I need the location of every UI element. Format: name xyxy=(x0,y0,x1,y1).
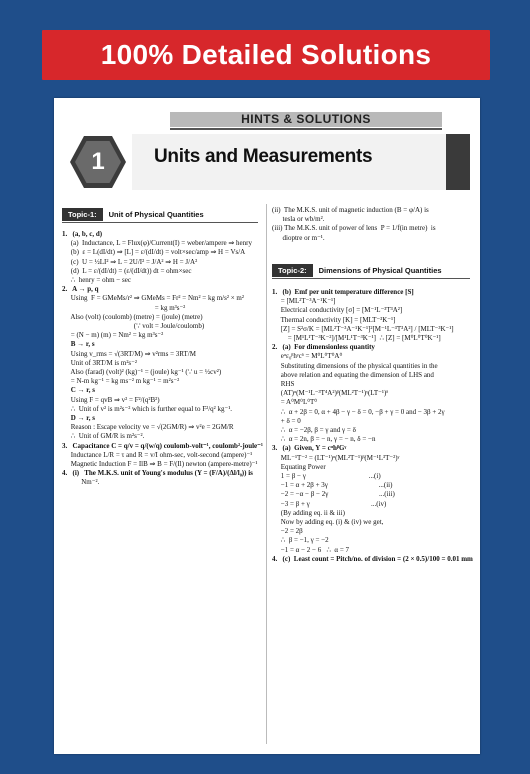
left-column-line: = N-m kg⁻¹ = kg ms⁻² m kg⁻¹ = m²s⁻² xyxy=(62,377,180,386)
left-column-line: (∵ volt = Joule/coulomb) xyxy=(62,322,205,331)
top-band xyxy=(0,0,530,26)
left-column-line: (a) Inductance, L = Flux(φ)/Current(I) = weber/ampere ⇒ henry xyxy=(62,239,252,248)
section-title: HINTS & SOLUTIONS xyxy=(241,112,371,126)
right-column-line: 4. (c) Least count = Pitch/no. of division = (2 × 0.5)/100 = 0.01 mm xyxy=(272,554,473,563)
right-column-line: above relation and equating the dimension of LHS and xyxy=(272,370,434,379)
column-divider xyxy=(266,204,267,744)
left-column-line: Also (volt) (coulomb) (metre) = (joule) (metre) xyxy=(62,312,203,321)
right-column-line: Substituting dimensions of the physical quantities in the xyxy=(272,361,438,370)
left-column-line: ∴ Unit of GM/R is m²s⁻². xyxy=(62,432,145,441)
left-column-line: 4. (i) The M.K.S. unit of Young's modulus (Y = (F/A)/(Δl/l₀)) is xyxy=(62,469,253,478)
right-column-line: ∴ α = 2n, β = − n, γ = − n, δ = −n xyxy=(272,435,376,444)
right-column-top-line: (iii) The M.K.S. unit of power of lens P = 1/f(in metre) is xyxy=(272,224,436,233)
right-column-line: RHS xyxy=(272,380,295,389)
topic-1-label: Topic-1: xyxy=(62,208,103,221)
right-column-line: Thermal conductivity [K] = [MLT⁻³K⁻¹] xyxy=(272,315,396,324)
left-column-line: Inductance L/R = τ and R = v/I ohm-sec, volt-second (ampere)⁻¹ xyxy=(62,450,253,459)
left-column-line: B → r, s xyxy=(62,340,95,349)
right-column-line: −1 = α + 2β + 3γ ...(ii) xyxy=(272,481,393,490)
right-column-line: −2 = −α − β − 2γ ...(iii) xyxy=(272,490,395,499)
right-column-line: (By adding eq. ii & iii) xyxy=(272,508,345,517)
topic-2-underline xyxy=(272,278,470,279)
left-column-line: Using v_rms = √(3RT/M) ⇒ v²rms = 3RT/M xyxy=(62,349,196,358)
right-column-line: ML⁻¹T⁻² = (LT⁻¹)ᵅ(ML²T⁻¹)ᵝ(M⁻¹L³T⁻²)ᵞ xyxy=(272,453,400,462)
right-column-line: 3. (a) Given, Y = cᵅhᵝGᵞ xyxy=(272,444,347,453)
right-column-line: Equating Power xyxy=(272,462,326,471)
left-column-line: = (N − m) (m) = Nm² = kg m³s⁻² xyxy=(62,331,164,340)
right-column-line: [Z] = S²σ/K = [ML²T⁻³A⁻¹K⁻¹]²[M⁻¹L⁻³T³A²] / [MLT⁻³K⁻¹] xyxy=(272,324,454,333)
right-column-line: (AT)ᵅ(M⁻¹L⁻³T⁴A²)ᵝ(ML²T⁻¹)ᵞ(LT⁻¹)ᵟ xyxy=(272,389,389,398)
topic-1-heading xyxy=(62,208,204,221)
right-column-line: + δ = 0 xyxy=(272,416,301,425)
right-column-top xyxy=(272,206,476,243)
right-column-top-line: dioptre or m⁻¹. xyxy=(272,233,325,242)
left-column-line: C → r, s xyxy=(62,386,95,395)
right-column-line: ∴ β = −1, γ = −2 xyxy=(272,536,329,545)
right-column-line: −2 = 2β xyxy=(272,527,303,536)
left-column-line: (b) ε = L(dI/dt) ⇒ [L] = ε/(dI/dt) = volt×sec/amp ⇒ H = Vs/A xyxy=(62,248,246,257)
right-column-line: ∴ α = −2β, β = γ and γ = δ xyxy=(272,426,356,435)
right-column-line: 2. (a) For dimensionless quantity xyxy=(272,343,375,352)
left-column-line: D → r, s xyxy=(62,414,95,423)
right-column-line: 1 = β − γ ...(i) xyxy=(272,472,381,481)
left-column-line: Using F = GMeMs/r² ⇒ GMeMs = Fr² = Nm² = kg m/s² × m² xyxy=(62,294,244,303)
right-column-line: ∴ α + 2β = 0, α + 4β − γ − δ = 0, −β + γ = 0 and − 3β + 2γ xyxy=(272,407,445,416)
section-header xyxy=(170,112,442,127)
right-column-top-line: tesla or wb/m². xyxy=(272,215,325,224)
topic-1-underline xyxy=(62,222,258,223)
section-underline xyxy=(170,128,442,130)
left-column-line: (d) L = ε/(dI/dt) = (ε/(dI/dt)) dt = ohm×sec xyxy=(62,266,192,275)
right-column-line: −3 = β + γ ...(iv) xyxy=(272,499,387,508)
left-column-line: ∴ henry = ohm − sec xyxy=(62,276,131,285)
left-column xyxy=(62,230,264,488)
left-column-line: ∴ Unit of v² is m²s⁻² which is further equal to F²/q² kg⁻¹. xyxy=(62,404,233,413)
banner-title: 100% Detailed Solutions xyxy=(100,39,432,70)
chapter-number: 1 xyxy=(91,148,105,175)
right-column-line: Electrical conductivity [σ] = [M⁻¹L⁻³T³A²] xyxy=(272,306,403,315)
left-column-line: Reason : Escape velocity ve = √(2GM/R) ⇒ v²e = 2GM/R xyxy=(62,423,234,432)
left-column-line: 1. (a, b, c, d) xyxy=(62,230,103,238)
topic-2-title: Dimensions of Physical Quantities xyxy=(318,266,442,275)
right-column-line: 1. (b) Emf per unit temperature difference [S] xyxy=(272,288,414,296)
right-column-line: = A⁰M⁰L⁰T⁰ xyxy=(272,398,318,407)
left-column-line: = kg m³s⁻² xyxy=(62,303,186,312)
chapter-title: Units and Measurements xyxy=(154,146,373,167)
left-column-line: Nm⁻². xyxy=(62,478,100,487)
book-page xyxy=(54,98,480,754)
promo-banner xyxy=(42,30,490,80)
topic-2-label: Topic-2: xyxy=(272,264,313,277)
topic-1-title: Unit of Physical Quantities xyxy=(108,210,204,219)
left-column-line: 2. A → p, q xyxy=(62,285,99,294)
right-column-line: = [M¹L¹T⁻³K⁻²]/[M¹L¹T⁻³K⁻¹] ∴ [Z] = [M⁰L⁰T⁰K⁻¹] xyxy=(272,334,441,343)
left-column-line: Magnetic Induction F = IlB ⇒ B = F/(Il) newton (ampere-metre)⁻¹ xyxy=(62,460,258,469)
right-column-line: −1 = α − 2 − 6 ∴ α = 7 xyxy=(272,545,350,554)
left-column-line: Unit of 3RT/M is m²s⁻² xyxy=(62,358,137,367)
chapter-strip-accent xyxy=(446,134,470,190)
right-column-top-line: (ii) The M.K.S. unit of magnetic induction (B = φ/A) is xyxy=(272,206,429,214)
left-column-line: (c) U = ½LI² ⇒ L = 2U/I² = J/A² ⇒ H = J/A² xyxy=(62,257,198,266)
right-column-line: Now by adding eq. (i) & (iv) we get, xyxy=(272,518,384,527)
left-column-line: Using F = qvB ⇒ v² = F²/(q²B²) xyxy=(62,395,160,404)
right-column-line: eᵅε₀ᵝhᵞcᵟ = M⁰L⁰T⁰A⁰ xyxy=(272,352,343,361)
topic-2-heading xyxy=(272,264,442,277)
right-column-line: = [ML²T⁻³A⁻¹K⁻¹] xyxy=(272,297,336,306)
left-column-line: 3. Capacitance C = q/v = q/(w/q) coulomb-volt⁻¹, coulomb²-joule⁻¹ xyxy=(62,441,263,450)
left-column-line: Also (farad) (volt)² (kg)⁻¹ = (joule) kg⁻¹ (∵ u = ½cv²) xyxy=(62,368,222,377)
right-column xyxy=(272,288,476,564)
